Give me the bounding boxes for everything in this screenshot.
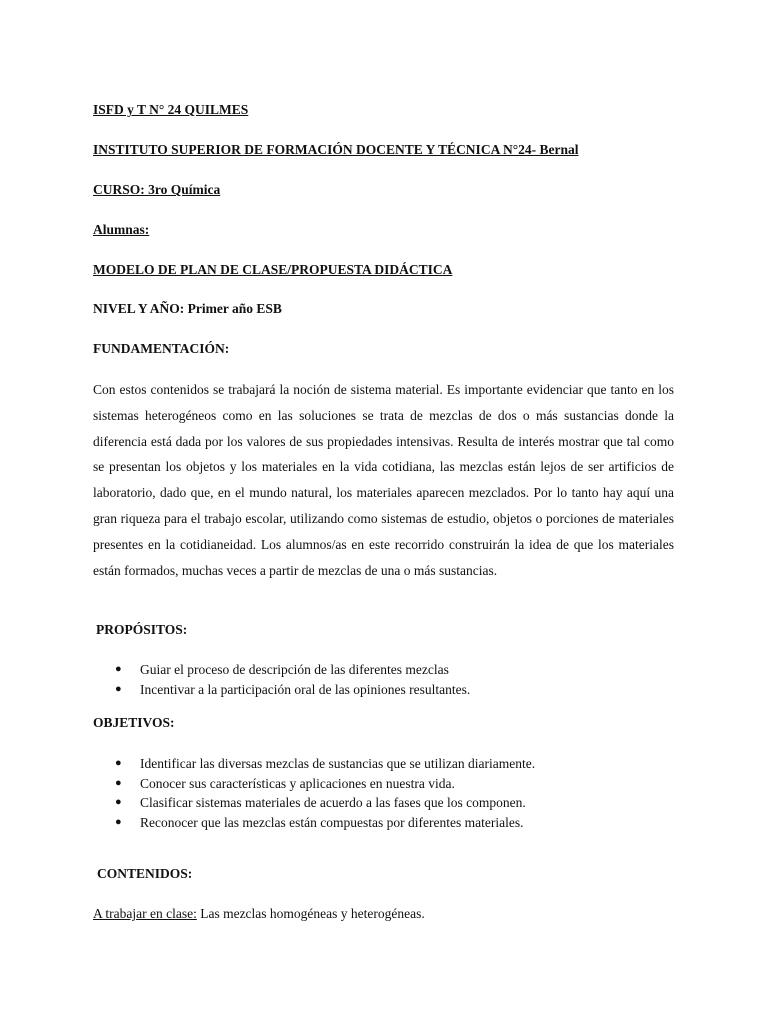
bullet-icon: ● [115,776,122,789]
institute-short-title: ISFD y T N° 24 QUILMES [93,102,249,117]
contenidos-text: Las mezclas homogéneas y heterogéneas. [196,906,425,921]
list-item: ● Identificar las diversas mezclas de sustancias que se utilizan diariamente. [115,754,535,774]
contenidos-line [93,906,425,922]
course-line: CURSO: 3ro Química [93,182,221,197]
contenidos-label: A trabajar en clase: [93,906,197,921]
list-item: ● Reconocer que las mezclas están compuestas por diferentes materiales. [115,813,535,833]
list-item: ● Guiar el proceso de descripción de las diferentes mezclas [115,660,470,680]
fundamentacion-paragraph: Con estos contenidos se trabajará la noción de sistema material. Es importante evidenciar que tanto en los sistemas heterogéneos como en las soluciones se trata de mezclas de dos o más sustancias donde la diferencia está dada por los valores de sus propiedades intensivas. Resulta de interés mostrar que tal como se presentan los objetos y los materiales en la vida cotidiana, las mezclas están lejos de ser artificios de laboratorio, dado que, en el mundo natural, los materiales aparecen mezclados. Por lo tanto hay aquí una gran riqueza para el trabajo escolar, utilizando como sistemas de estudio, objetos o porciones de materiales presentes en la cotidianeidad. Los alumnos/as en este recorrido construirán la idea de que los materiales están formados, muchas veces a partir de mezclas de una o más sustancias. [93,382,674,578]
bullet-icon: ● [115,682,122,695]
propositos-list [115,660,470,699]
students-line: Alumnas: [93,222,150,237]
propositos-heading: PROPÓSITOS: [96,622,188,637]
list-item: ● Conocer sus características y aplicaciones en nuestra vida. [115,774,535,794]
list-item: ● Clasificar sistemas materiales de acuerdo a las fases que los componen. [115,793,535,813]
contenidos-heading: CONTENIDOS: [97,866,193,881]
list-item: ● Incentivar a la participación oral de las opiniones resultantes. [115,680,470,700]
bullet-icon: ● [115,796,122,808]
institute-full-title: INSTITUTO SUPERIOR DE FORMACIÓN DOCENTE Y TÉCNICA N°24- Bernal [93,142,579,157]
model-title: MODELO DE PLAN DE CLASE/PROPUESTA DIDÁCTICA [93,262,453,277]
bullet-icon: ● [115,663,122,675]
bullet-icon: ● [115,757,122,769]
level-year-line: NIVEL Y AÑO: Primer año ESB [93,301,282,316]
bullet-icon: ● [115,815,122,828]
objetivos-heading: OBJETIVOS: [93,715,175,730]
fundamentacion-heading: FUNDAMENTACIÓN: [93,341,230,356]
objetivos-list [115,754,535,832]
